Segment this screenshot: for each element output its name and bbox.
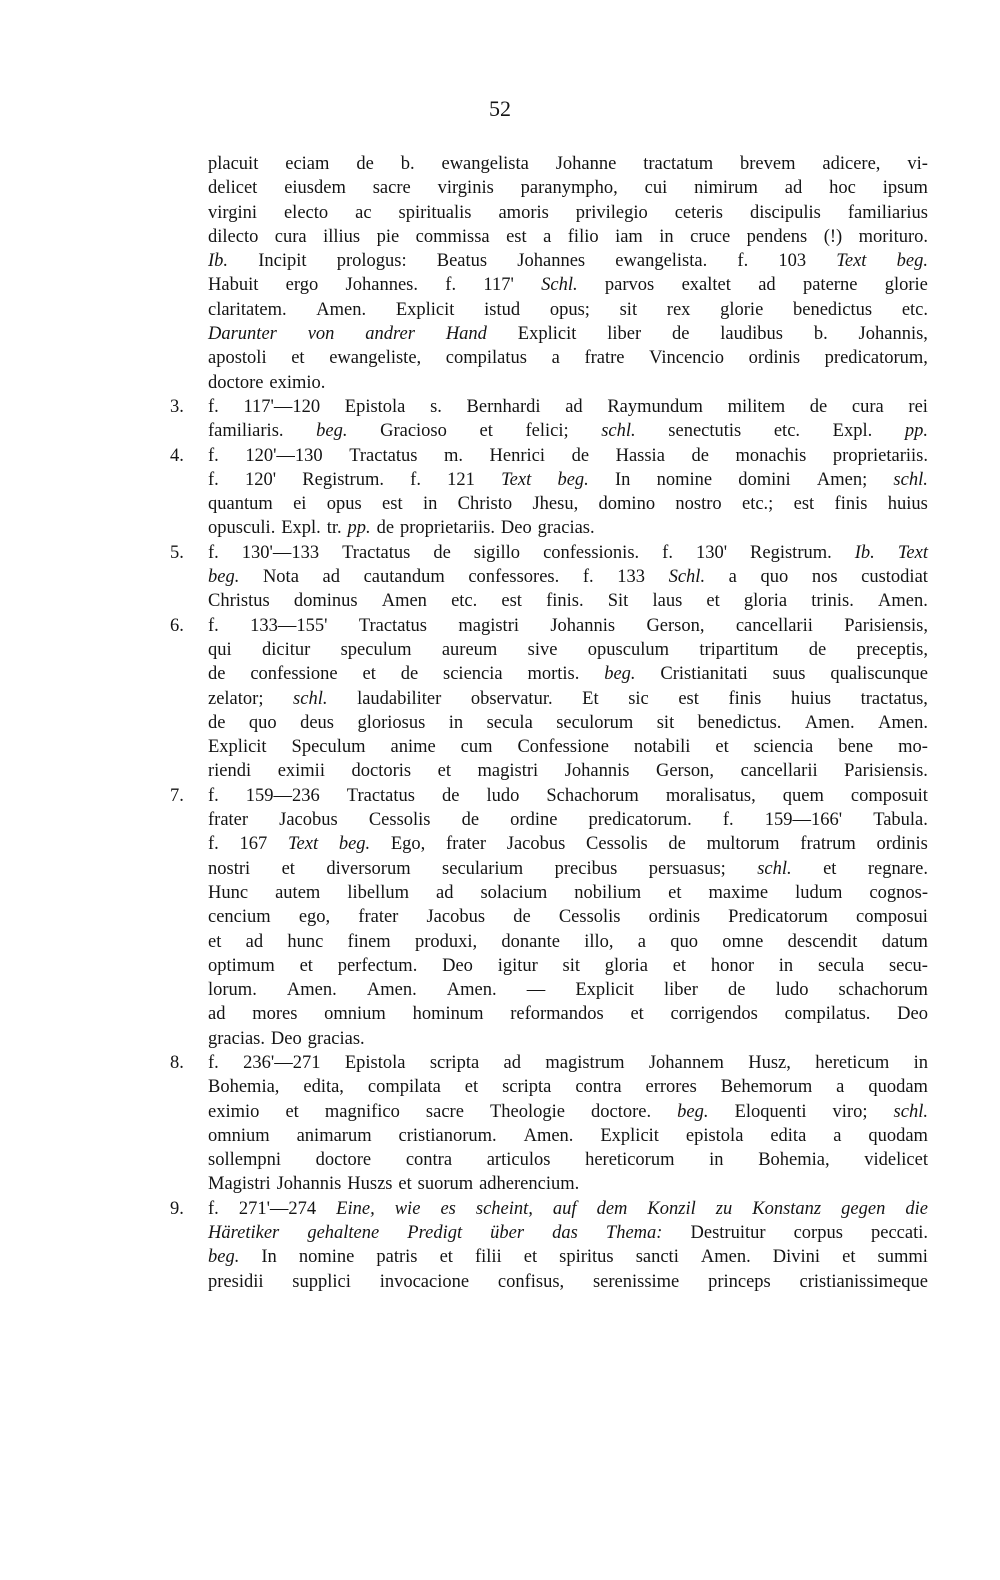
text-line: omnium animarum cristianorum. Amen. Explicit epistola edita a quodam <box>208 1125 928 1146</box>
text-line: f. 236'—271 Epistola scripta ad magistrum Johannem Husz, hereticum in <box>208 1052 928 1073</box>
text-line: familiaris. beg. Gracioso et felici; schl. senectutis etc. Expl. pp. <box>208 421 928 442</box>
entry-6 <box>170 614 928 784</box>
entry-number: 4. <box>170 445 184 466</box>
text-line: Explicit Speculum anime cum Confessione notabili et sciencia bene mo- <box>208 737 928 758</box>
text-line: f. 120'—130 Tractatus m. Henrici de Hassia de monachis proprietariis. <box>208 445 928 466</box>
text-line: Bohemia, edita, compilata et scripta contra errores Behemorum a quodam <box>208 1077 928 1098</box>
text-line: de quo deus gloriosus in secula seculorum sit benedictus. Amen. Amen. <box>208 712 928 733</box>
text-line: nostri et diversorum secularium precibus persuasus; schl. et regnare. <box>208 858 928 879</box>
text-line: gracias. Deo gracias. <box>208 1028 365 1049</box>
intro-paragraph <box>208 152 928 395</box>
text-line: f. 133—155' Tractatus magistri Johannis Gerson, cancellarii Parisiensis, <box>208 615 928 636</box>
text-line: zelator; schl. laudabiliter observatur. Et sic est finis huius tractatus, <box>208 688 928 709</box>
page-number: 52 <box>489 96 511 121</box>
text-line: et ad hunc finem produxi, donante illo, a quo omne descendit datum <box>208 931 928 952</box>
entry-5 <box>170 541 928 614</box>
text-line: Hunc autem libellum ad solacium nobilium et maxime ludum cognos- <box>208 882 928 903</box>
text-line: delicet eiusdem sacre virginis paranympho, cui nimirum ad hoc ipsum <box>208 178 928 199</box>
entry-number: 6. <box>170 615 184 636</box>
text-line: quantum ei opus est in Christo Jhesu, domino nostro etc.; est finis huius <box>208 494 928 515</box>
text-line: sollempni doctore contra articulos hereticorum in Bohemia, videlicet <box>208 1150 928 1171</box>
text-line: qui dicitur speculum aureum sive opusculum tripartitum de preceptis, <box>208 639 928 660</box>
text-line: Häretiker gehaltene Predigt über das Thema: Destruitur corpus peccati. <box>208 1223 928 1244</box>
entry-number: 9. <box>170 1198 184 1219</box>
text-line: virgini electo ac spiritualis amoris privilegio ceteris discipulis familiarius <box>208 202 928 223</box>
text-line: opusculi. Expl. tr. pp. de proprietariis. Deo gracias. <box>208 518 595 539</box>
entry-4 <box>170 444 928 541</box>
document-body <box>170 152 928 1294</box>
text-line: f. 130'—133 Tractatus de sigillo confessionis. f. 130' Registrum. Ib. Text <box>208 542 928 563</box>
text-line: doctore eximio. <box>208 372 326 393</box>
entry-9 <box>170 1197 928 1294</box>
text-line: Darunter von andrer Hand Explicit liber de laudibus b. Johannis, <box>208 324 928 345</box>
text-line: beg. In nomine patris et filii et spiritus sancti Amen. Divini et summi <box>208 1247 928 1268</box>
text-line: beg. Nota ad cautandum confessores. f. 133 Schl. a quo nos custodiat <box>208 567 928 588</box>
text-line: f. 120' Registrum. f. 121 Text beg. In nomine domini Amen; schl. <box>208 469 928 490</box>
text-line: eximio et magnifico sacre Theologie doctore. beg. Eloquenti viro; schl. <box>208 1101 928 1122</box>
text-line: f. 167 Text beg. Ego, frater Jacobus Cessolis de multorum fratrum ordinis <box>208 834 928 855</box>
text-line: Magistri Johannis Huszs et suorum adherencium. <box>208 1174 580 1195</box>
text-line: f. 271'—274 Eine, wie es scheint, auf dem Konzil zu Konstanz gegen die <box>208 1198 928 1219</box>
text-line: Habuit ergo Johannes. f. 117' Schl. parvos exaltet ad paterne glorie <box>208 275 928 296</box>
text-line: de confessione et de sciencia mortis. beg. Cristianitati suus qualiscunque <box>208 664 928 685</box>
text-line: Ib. Incipit prologus: Beatus Johannes ewangelista. f. 103 Text beg. <box>208 251 928 272</box>
text-line: lorum. Amen. Amen. Amen. — Explicit liber de ludo schachorum <box>208 980 928 1001</box>
entry-7 <box>170 784 928 1051</box>
entry-number: 3. <box>170 396 184 417</box>
text-line: claritatem. Amen. Explicit istud opus; sit rex glorie benedictus etc. <box>208 299 928 320</box>
text-line: placuit eciam de b. ewangelista Johanne tractatum brevem adicere, vi- <box>208 154 928 174</box>
entry-number: 8. <box>170 1052 184 1073</box>
entry-8 <box>170 1051 928 1197</box>
text-line: f. 117'—120 Epistola s. Bernhardi ad Raymundum militem de cura rei <box>208 396 928 417</box>
text-line: Christus dominus Amen etc. est finis. Sit laus et gloria trinis. Amen. <box>208 591 928 612</box>
entry-number: 7. <box>170 785 184 806</box>
text-line: presidii supplici invocacione confisus, serenissime princeps cristianissimeque <box>208 1271 928 1292</box>
text-line: ad mores omnium hominum reformandos et corrigendos compilatus. Deo <box>208 1004 928 1025</box>
text-line: optimum et perfectum. Deo igitur sit gloria et honor in secula secu- <box>208 955 928 976</box>
text-line: f. 159—236 Tractatus de ludo Schachorum moralisatus, quem composuit <box>208 785 928 806</box>
entry-number: 5. <box>170 542 184 563</box>
text-line: apostoli et ewangeliste, compilatus a fratre Vincencio ordinis predicatorum, <box>208 348 928 369</box>
text-line: frater Jacobus Cessolis de ordine predicatorum. f. 159—166' Tabula. <box>208 810 928 831</box>
text-line: dilecto cura illius pie commissa est a filio iam in cruce pendens (!) morituro. <box>208 226 928 247</box>
entry-3 <box>170 395 928 444</box>
text-line: riendi eximii doctoris et magistri Johannis Gerson, cancellarii Parisiensis. <box>208 761 928 782</box>
text-line: cencium ego, frater Jacobus de Cessolis ordinis Predicatorum composui <box>208 907 928 928</box>
